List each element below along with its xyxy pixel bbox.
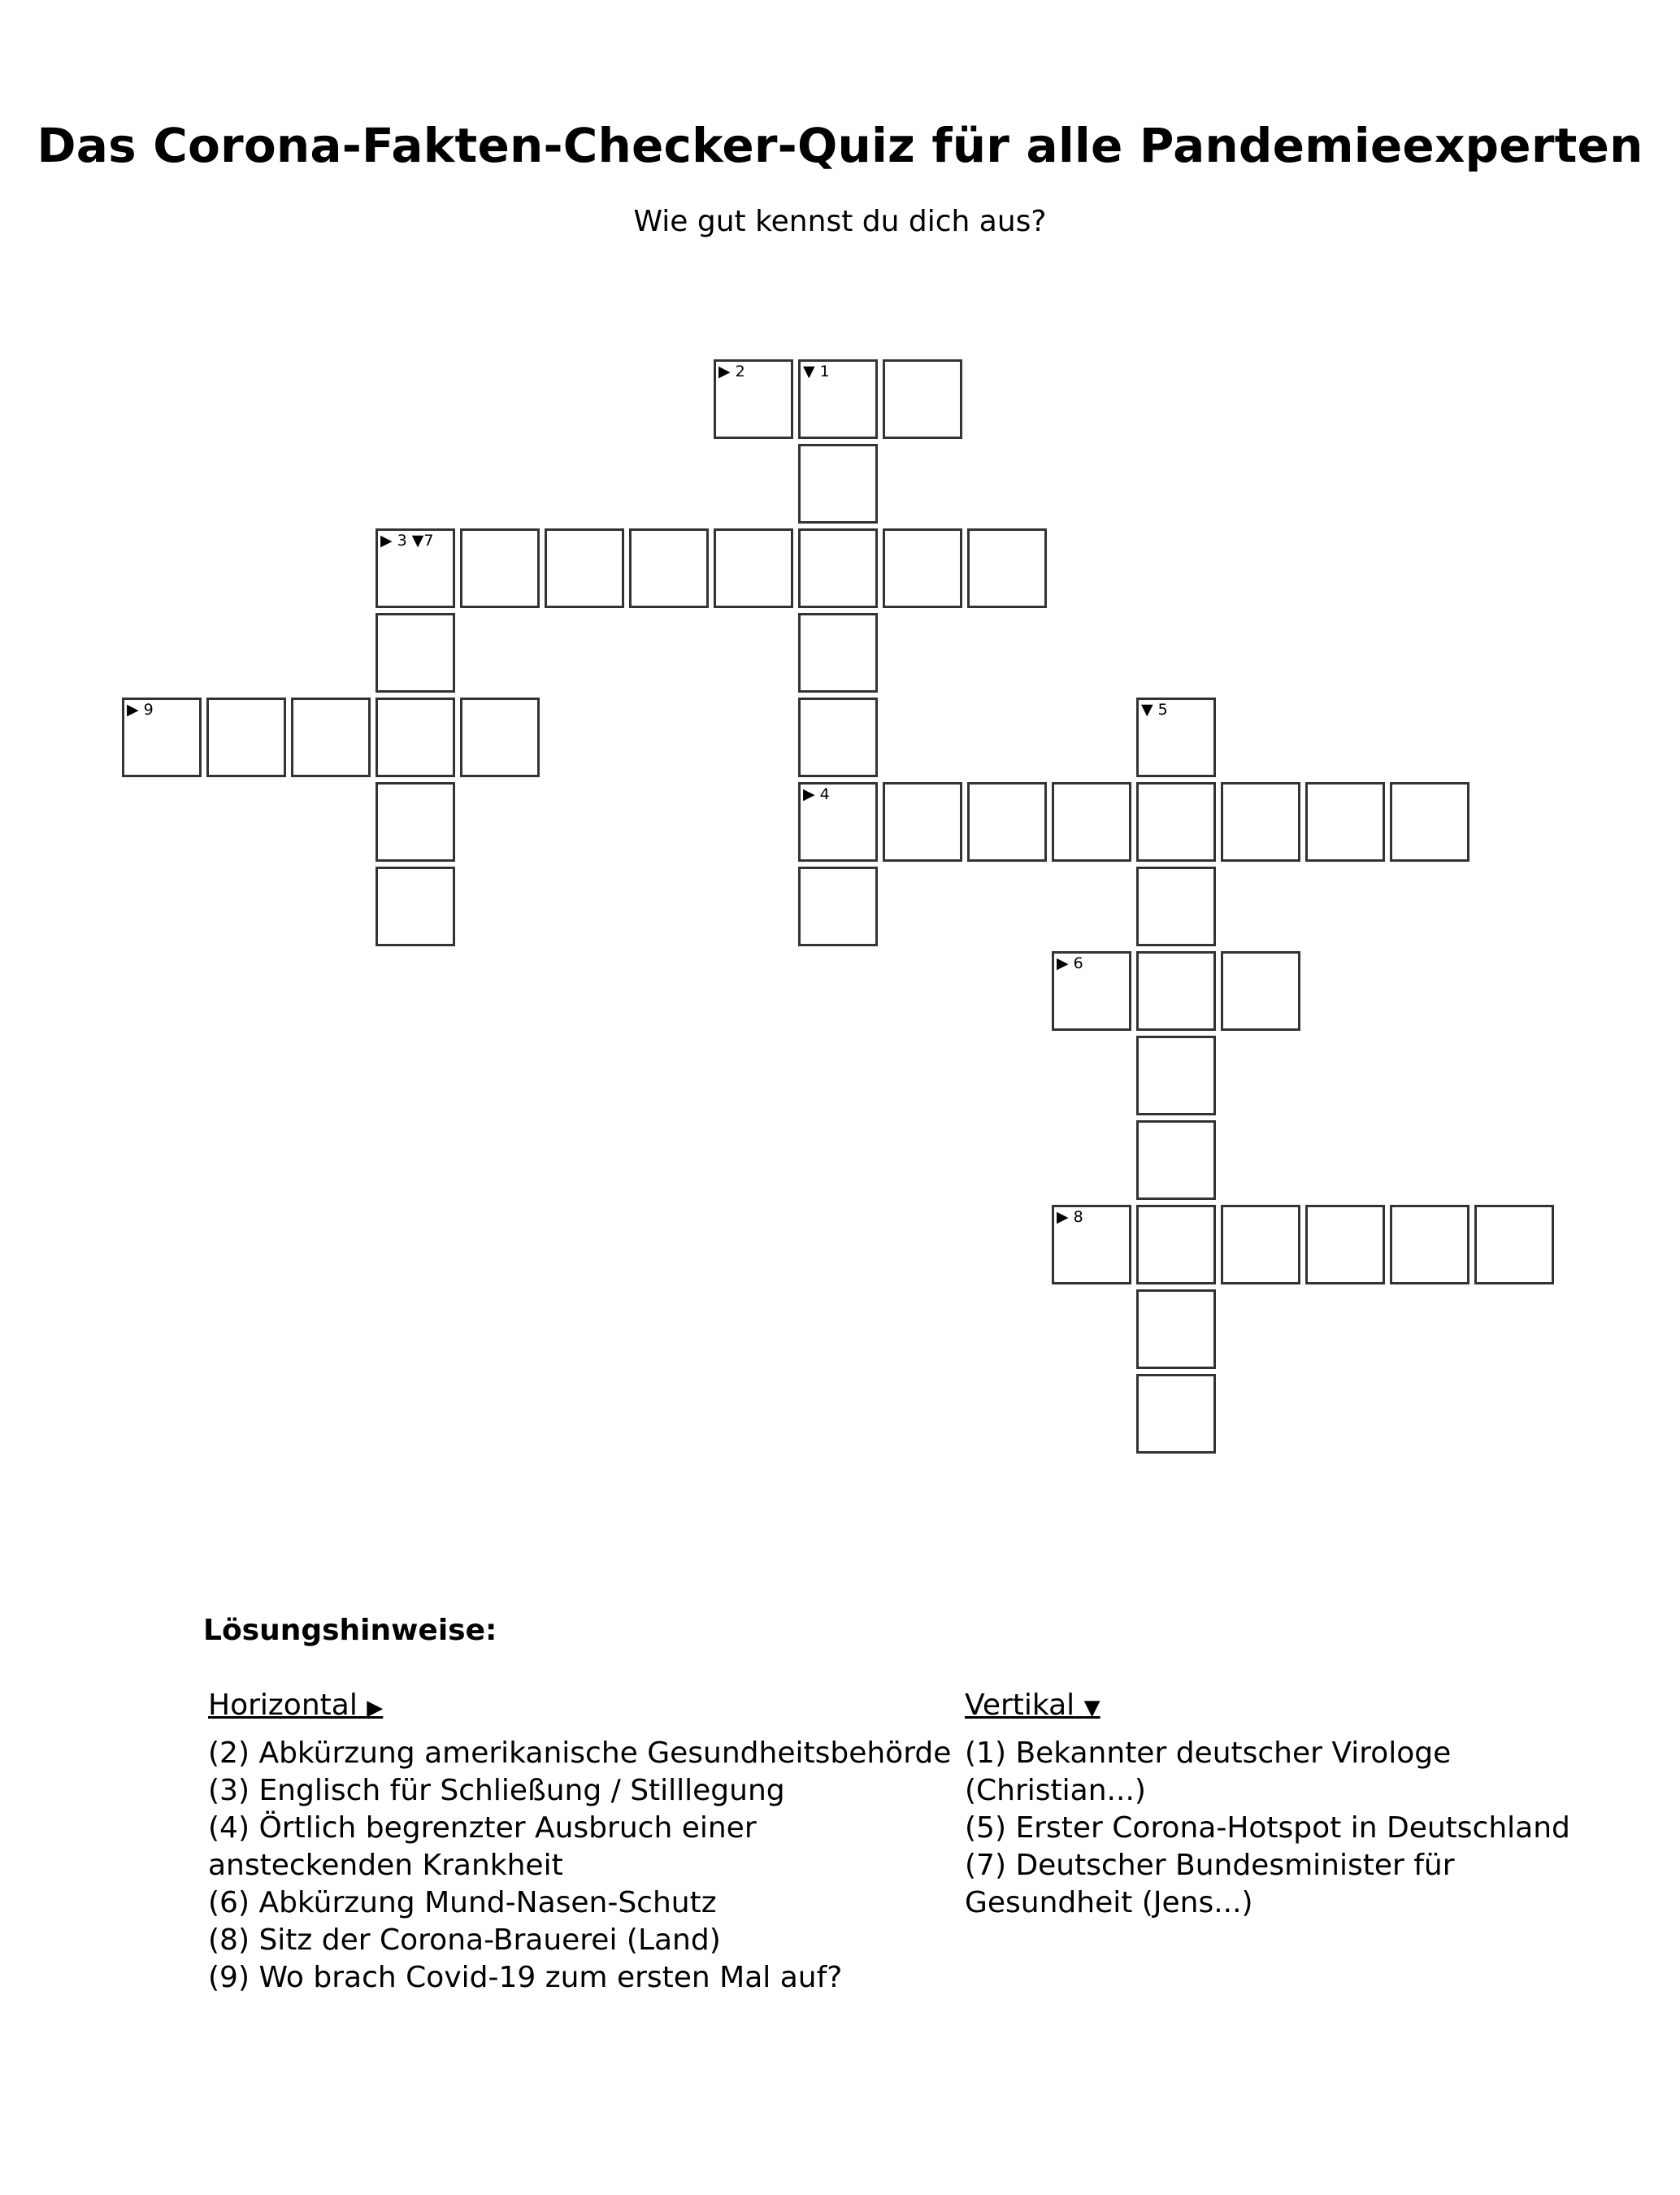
clue-number-label: ▼ 5: [1141, 701, 1168, 719]
clue-number-label: ▶ 4: [803, 785, 830, 803]
page-subtitle: Wie gut kennst du dich aus?: [633, 205, 1047, 238]
clue-vertical: (5) Erster Corona-Hotspot in Deutschland: [965, 1811, 1570, 1845]
crossword-cell[interactable]: [798, 867, 878, 946]
crossword-cell[interactable]: [1136, 782, 1216, 862]
clue-horizontal: (8) Sitz der Corona-Brauerei (Land): [208, 1923, 721, 1957]
crossword-cell[interactable]: [1136, 1036, 1216, 1115]
crossword-cell[interactable]: [1136, 951, 1216, 1031]
crossword-cell[interactable]: [1221, 782, 1300, 862]
arrow-right-icon: ▶: [367, 1696, 384, 1720]
vertical-title: Vertikal ▼: [965, 1689, 1100, 1722]
crossword-cell[interactable]: [206, 698, 286, 777]
clue-horizontal: (3) Englisch für Schließung / Stilllegung: [208, 1774, 785, 1807]
crossword-cell[interactable]: [1136, 1374, 1216, 1454]
crossword-cell[interactable]: [1136, 1120, 1216, 1200]
crossword-cell[interactable]: [1474, 1205, 1554, 1284]
crossword-cell[interactable]: [376, 782, 455, 862]
crossword-cell[interactable]: [460, 698, 540, 777]
crossword-cell[interactable]: [629, 528, 709, 608]
clue-horizontal: (4) Örtlich begrenzter Ausbruch einer ansteckenden Krankheit: [208, 1811, 757, 1882]
clue-number-label: ▶ 2: [718, 363, 745, 380]
arrow-down-icon: ▼: [1083, 1696, 1100, 1720]
crossword-cell[interactable]: [883, 528, 962, 608]
crossword-cell[interactable]: [460, 528, 540, 608]
crossword-cell[interactable]: [883, 782, 962, 862]
vertical-clues: [965, 1687, 1582, 1922]
crossword-cell[interactable]: [376, 613, 455, 693]
crossword-cell[interactable]: [1136, 867, 1216, 946]
crossword-cell[interactable]: [1136, 1205, 1216, 1284]
clue-number-label: ▼ 1: [803, 363, 830, 380]
horizontal-clues: [208, 1687, 956, 1997]
clue-number-label: ▶ 9: [127, 701, 154, 719]
crossword-cell[interactable]: [798, 698, 878, 777]
clue-number-label: ▶ 6: [1057, 954, 1083, 972]
clue-number-label: ▶ 3 ▼7: [380, 532, 434, 550]
crossword-cell[interactable]: [1305, 1205, 1385, 1284]
crossword-cell[interactable]: [967, 782, 1047, 862]
clue-horizontal: (6) Abkürzung Mund-Nasen-Schutz: [208, 1886, 717, 1919]
clue-number-label: ▶ 8: [1057, 1208, 1083, 1226]
clue-horizontal: (9) Wo brach Covid-19 zum ersten Mal auf?: [208, 1961, 843, 1994]
crossword-cell[interactable]: [1052, 782, 1131, 862]
crossword-cell[interactable]: [883, 359, 962, 439]
crossword-cell[interactable]: [1136, 1289, 1216, 1369]
clue-vertical: (1) Bekannter deutscher Virologe (Christian...): [965, 1736, 1452, 1807]
clue-vertical: (7) Deutscher Bundesminister für Gesundheit (Jens...): [965, 1849, 1455, 1919]
crossword-cell[interactable]: [714, 528, 793, 608]
crossword-cell[interactable]: [1390, 1205, 1469, 1284]
crossword-cell[interactable]: [1390, 782, 1469, 862]
crossword-cell[interactable]: [967, 528, 1047, 608]
crossword-cell[interactable]: [1305, 782, 1385, 862]
crossword-cell[interactable]: [798, 613, 878, 693]
page-title: Das Corona-Fakten-Checker-Quiz für alle Pandemieexperten: [37, 118, 1643, 173]
clue-horizontal: (2) Abkürzung amerikanische Gesundheitsbehörde: [208, 1736, 952, 1770]
crossword-cell[interactable]: [1221, 951, 1300, 1031]
horizontal-title: Horizontal ▶: [208, 1689, 384, 1722]
crossword-cell[interactable]: [798, 528, 878, 608]
crossword-cell[interactable]: [376, 698, 455, 777]
crossword-cell[interactable]: [1221, 1205, 1300, 1284]
crossword-cell[interactable]: [545, 528, 624, 608]
clues-heading: Lösungshinweise:: [203, 1614, 497, 1647]
crossword-cell[interactable]: [798, 444, 878, 524]
crossword-cell[interactable]: [376, 867, 455, 946]
crossword-cell[interactable]: [291, 698, 371, 777]
